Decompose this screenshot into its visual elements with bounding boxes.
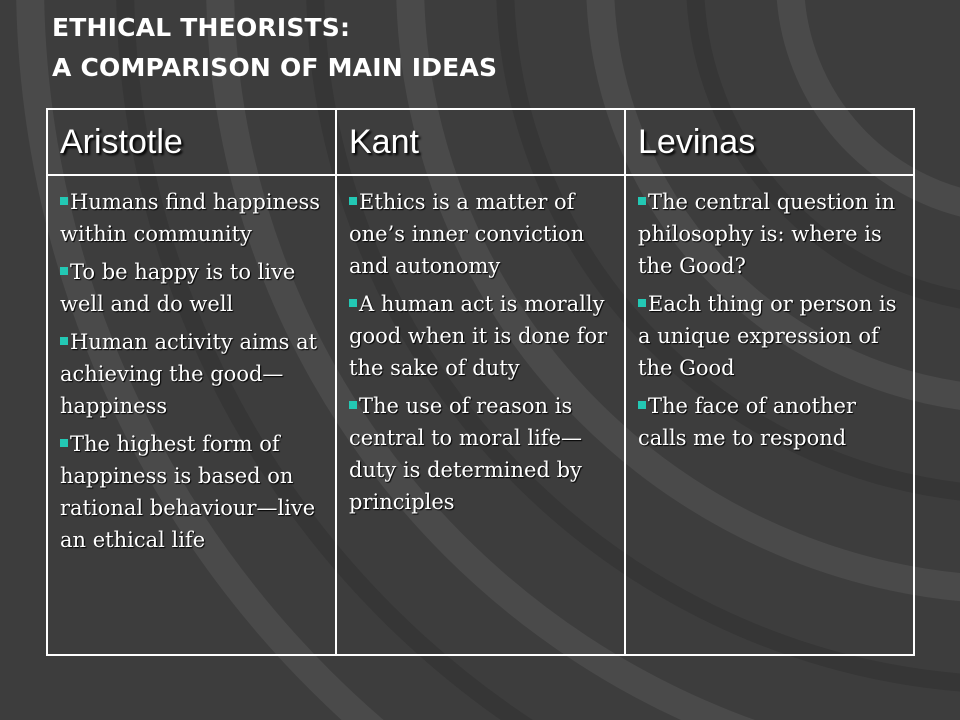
list-item [349, 186, 612, 282]
aristotle-cell [47, 175, 336, 655]
levinas-cell [625, 175, 914, 655]
content-row [47, 175, 914, 655]
square-bullet-icon [60, 337, 68, 345]
point-text: To be happy is to live well and do well [60, 260, 296, 316]
list-item [60, 428, 323, 556]
list-item [638, 390, 901, 454]
slide-title [52, 8, 497, 88]
list-item [60, 186, 323, 250]
list-item [349, 390, 612, 518]
square-bullet-icon [638, 299, 646, 307]
square-bullet-icon [60, 267, 68, 275]
square-bullet-icon [60, 439, 68, 447]
point-text: Human activity aims at achieving the good—happiness [60, 330, 318, 418]
header-kant: Kant [336, 109, 625, 175]
kant-cell [336, 175, 625, 655]
square-bullet-icon [638, 401, 646, 409]
square-bullet-icon [349, 299, 357, 307]
square-bullet-icon [349, 401, 357, 409]
point-text: The use of reason is central to moral life—duty is determined by principles [349, 394, 582, 514]
header-levinas: Levinas [625, 109, 914, 175]
point-text: The highest form of happiness is based on rational behaviour—live an ethical life [60, 432, 316, 552]
square-bullet-icon [349, 197, 357, 205]
levinas-points [638, 186, 901, 454]
square-bullet-icon [638, 197, 646, 205]
title-line-1: ETHICAL THEORISTS: [52, 13, 351, 42]
list-item [349, 288, 612, 384]
point-text: Humans find happiness within community [60, 190, 321, 246]
list-item [638, 288, 901, 384]
comparison-table [46, 108, 915, 656]
point-text: Each thing or person is a unique expression of the Good [638, 292, 897, 380]
kant-points [349, 186, 612, 518]
list-item [60, 256, 323, 320]
aristotle-points [60, 186, 323, 556]
point-text: Ethics is a matter of one’s inner conviction and autonomy [349, 190, 585, 278]
list-item [638, 186, 901, 282]
title-line-2: A COMPARISON OF MAIN IDEAS [52, 53, 498, 82]
square-bullet-icon [60, 197, 68, 205]
list-item [60, 326, 323, 422]
point-text: The face of another calls me to respond [638, 394, 857, 450]
header-aristotle: Aristotle [47, 109, 336, 175]
point-text: The central question in philosophy is: where is the Good? [638, 190, 896, 278]
point-text: A human act is morally good when it is done for the sake of duty [349, 292, 608, 380]
header-row [47, 109, 914, 175]
